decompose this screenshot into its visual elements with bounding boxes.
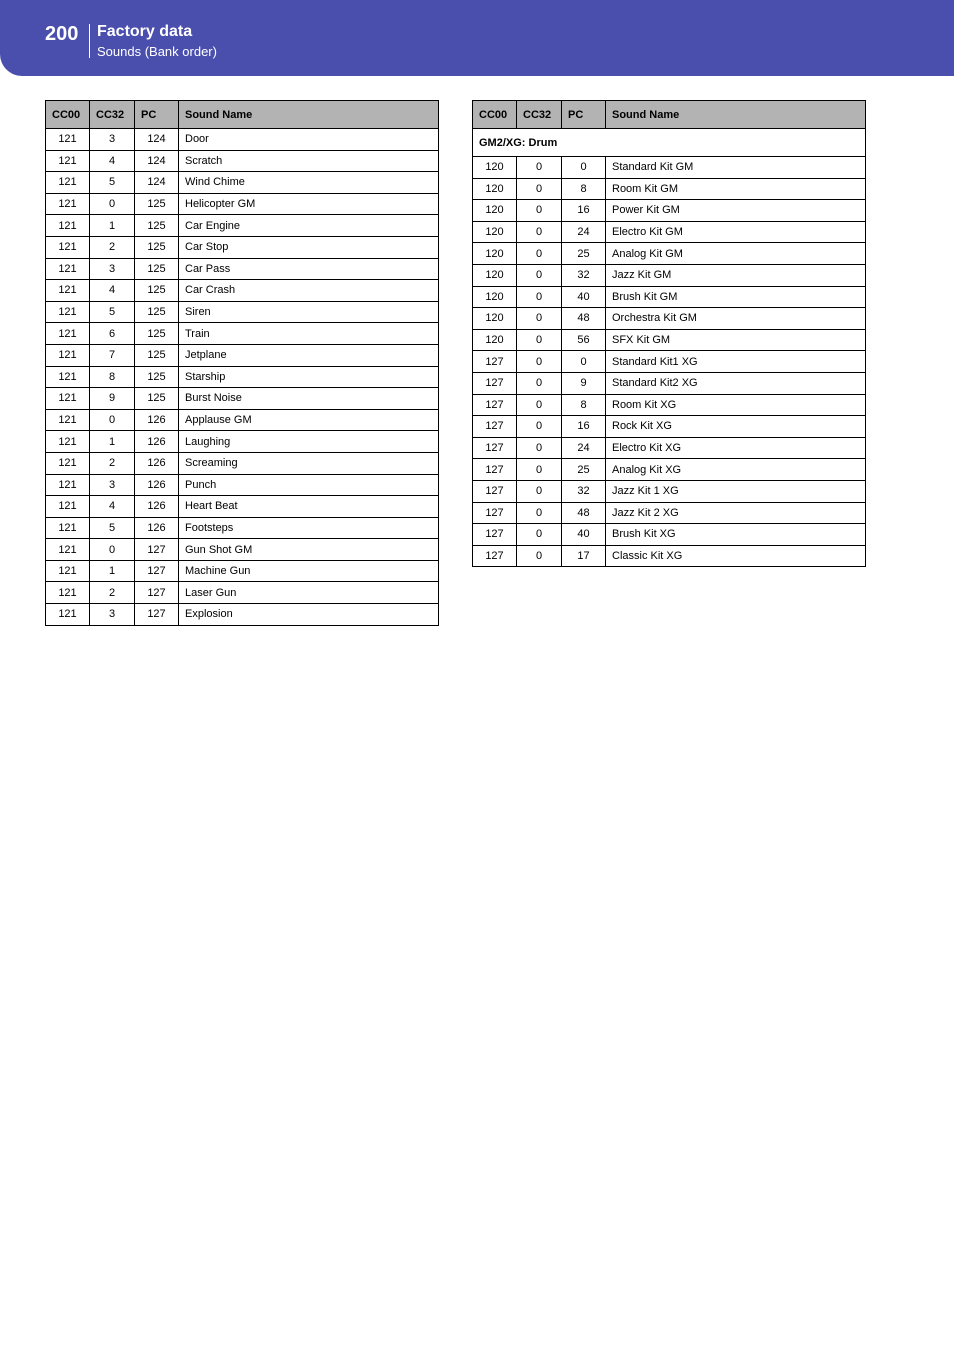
cc00-cell: 127 bbox=[473, 480, 517, 502]
table-row bbox=[46, 431, 439, 453]
cc00-cell: 121 bbox=[46, 496, 90, 518]
cc32-cell: 0 bbox=[517, 545, 562, 567]
column-header-sound-name: Sound Name bbox=[606, 101, 866, 129]
cc00-cell: 121 bbox=[46, 129, 90, 151]
pc-cell: 124 bbox=[135, 150, 179, 172]
sound-name-cell: Room Kit XG bbox=[606, 394, 866, 416]
table-row bbox=[473, 200, 866, 222]
column-header-cc00: CC00 bbox=[46, 101, 90, 129]
table-row bbox=[473, 264, 866, 286]
cc32-cell: 4 bbox=[90, 496, 135, 518]
table-row bbox=[46, 129, 439, 151]
table-row bbox=[473, 437, 866, 459]
pc-cell: 127 bbox=[135, 604, 179, 626]
pc-cell: 124 bbox=[135, 172, 179, 194]
cc32-cell: 0 bbox=[517, 459, 562, 481]
pc-cell: 24 bbox=[562, 221, 606, 243]
pc-cell: 126 bbox=[135, 517, 179, 539]
cc32-cell: 1 bbox=[90, 431, 135, 453]
cc00-cell: 120 bbox=[473, 286, 517, 308]
table-row bbox=[46, 323, 439, 345]
cc32-cell: 0 bbox=[517, 243, 562, 265]
table-row bbox=[46, 215, 439, 237]
cc32-cell: 3 bbox=[90, 258, 135, 280]
cc00-cell: 121 bbox=[46, 193, 90, 215]
cc32-cell: 0 bbox=[517, 157, 562, 179]
table-row bbox=[46, 366, 439, 388]
sound-name-cell: Wind Chime bbox=[179, 172, 439, 194]
page-title: Factory data bbox=[97, 23, 193, 40]
sound-name-cell: Standard Kit1 XG bbox=[606, 351, 866, 373]
sound-name-cell: Classic Kit XG bbox=[606, 545, 866, 567]
cc00-cell: 121 bbox=[46, 431, 90, 453]
pc-cell: 16 bbox=[562, 416, 606, 438]
cc00-cell: 121 bbox=[46, 150, 90, 172]
sound-name-cell: Analog Kit XG bbox=[606, 459, 866, 481]
table-row bbox=[46, 280, 439, 302]
cc32-cell: 1 bbox=[90, 215, 135, 237]
sound-name-cell: Electro Kit GM bbox=[606, 221, 866, 243]
table-row bbox=[473, 351, 866, 373]
pc-cell: 125 bbox=[135, 193, 179, 215]
pc-cell: 48 bbox=[562, 502, 606, 524]
cc32-cell: 0 bbox=[517, 178, 562, 200]
table-row bbox=[46, 452, 439, 474]
cc00-cell: 121 bbox=[46, 474, 90, 496]
pc-cell: 40 bbox=[562, 524, 606, 546]
pc-cell: 125 bbox=[135, 323, 179, 345]
column-header-cc32: CC32 bbox=[517, 101, 562, 129]
cc00-cell: 120 bbox=[473, 308, 517, 330]
sound-table-right bbox=[472, 100, 866, 567]
table-row bbox=[46, 539, 439, 561]
group-label: GM2/XG: Drum bbox=[473, 129, 866, 157]
pc-cell: 40 bbox=[562, 286, 606, 308]
table-row bbox=[473, 545, 866, 567]
pc-cell: 32 bbox=[562, 264, 606, 286]
sound-name-cell: Laughing bbox=[179, 431, 439, 453]
cc32-cell: 0 bbox=[90, 539, 135, 561]
cc32-cell: 0 bbox=[517, 286, 562, 308]
column-header-cc32: CC32 bbox=[90, 101, 135, 129]
pc-cell: 127 bbox=[135, 582, 179, 604]
sound-name-cell: Applause GM bbox=[179, 409, 439, 431]
column-header-pc: PC bbox=[562, 101, 606, 129]
table-row bbox=[46, 409, 439, 431]
sound-name-cell: Standard Kit2 XG bbox=[606, 372, 866, 394]
cc00-cell: 120 bbox=[473, 157, 517, 179]
sound-name-cell: Jazz Kit 1 XG bbox=[606, 480, 866, 502]
pc-cell: 127 bbox=[135, 560, 179, 582]
cc32-cell: 1 bbox=[90, 560, 135, 582]
pc-cell: 8 bbox=[562, 178, 606, 200]
cc32-cell: 0 bbox=[90, 193, 135, 215]
pc-cell: 32 bbox=[562, 480, 606, 502]
cc00-cell: 127 bbox=[473, 459, 517, 481]
sound-name-cell: Starship bbox=[179, 366, 439, 388]
sound-name-cell: Gun Shot GM bbox=[179, 539, 439, 561]
table-row bbox=[46, 388, 439, 410]
pc-cell: 0 bbox=[562, 351, 606, 373]
table-row bbox=[46, 193, 439, 215]
table-row bbox=[473, 157, 866, 179]
table-row bbox=[473, 480, 866, 502]
sound-name-cell: Standard Kit GM bbox=[606, 157, 866, 179]
table-row bbox=[473, 329, 866, 351]
cc32-cell: 0 bbox=[517, 502, 562, 524]
cc00-cell: 121 bbox=[46, 344, 90, 366]
group-row bbox=[473, 129, 866, 157]
cc00-cell: 127 bbox=[473, 372, 517, 394]
sound-name-cell: Machine Gun bbox=[179, 560, 439, 582]
cc00-cell: 127 bbox=[473, 524, 517, 546]
table-row bbox=[473, 524, 866, 546]
pc-cell: 125 bbox=[135, 280, 179, 302]
sound-name-cell: Footsteps bbox=[179, 517, 439, 539]
cc32-cell: 2 bbox=[90, 452, 135, 474]
sound-name-cell: Room Kit GM bbox=[606, 178, 866, 200]
table-header-row bbox=[473, 101, 866, 129]
pc-cell: 126 bbox=[135, 474, 179, 496]
table-row bbox=[46, 604, 439, 626]
table-row bbox=[473, 502, 866, 524]
column-header-pc: PC bbox=[135, 101, 179, 129]
table-row bbox=[473, 221, 866, 243]
cc32-cell: 0 bbox=[90, 409, 135, 431]
pc-cell: 125 bbox=[135, 215, 179, 237]
table-row bbox=[46, 150, 439, 172]
cc32-cell: 0 bbox=[517, 264, 562, 286]
pc-cell: 17 bbox=[562, 545, 606, 567]
cc32-cell: 5 bbox=[90, 301, 135, 323]
cc32-cell: 2 bbox=[90, 582, 135, 604]
cc32-cell: 0 bbox=[517, 416, 562, 438]
cc32-cell: 3 bbox=[90, 604, 135, 626]
pc-cell: 48 bbox=[562, 308, 606, 330]
sound-name-cell: Analog Kit GM bbox=[606, 243, 866, 265]
table-row bbox=[46, 172, 439, 194]
pc-cell: 126 bbox=[135, 409, 179, 431]
cc32-cell: 0 bbox=[517, 200, 562, 222]
sound-name-cell: Electro Kit XG bbox=[606, 437, 866, 459]
cc32-cell: 0 bbox=[517, 437, 562, 459]
cc00-cell: 127 bbox=[473, 545, 517, 567]
table-row bbox=[46, 582, 439, 604]
page-subtitle: Sounds (Bank order) bbox=[97, 44, 217, 59]
sound-name-cell: Car Engine bbox=[179, 215, 439, 237]
cc00-cell: 121 bbox=[46, 172, 90, 194]
cc32-cell: 7 bbox=[90, 344, 135, 366]
pc-cell: 126 bbox=[135, 496, 179, 518]
pc-cell: 0 bbox=[562, 157, 606, 179]
cc00-cell: 120 bbox=[473, 243, 517, 265]
sound-name-cell: Explosion bbox=[179, 604, 439, 626]
pc-cell: 24 bbox=[562, 437, 606, 459]
sound-name-cell: Helicopter GM bbox=[179, 193, 439, 215]
table-row bbox=[473, 416, 866, 438]
sound-name-cell: Power Kit GM bbox=[606, 200, 866, 222]
cc00-cell: 121 bbox=[46, 409, 90, 431]
pc-cell: 125 bbox=[135, 236, 179, 258]
cc32-cell: 0 bbox=[517, 372, 562, 394]
cc00-cell: 127 bbox=[473, 416, 517, 438]
cc00-cell: 121 bbox=[46, 323, 90, 345]
table-row bbox=[46, 496, 439, 518]
sound-name-cell: Orchestra Kit GM bbox=[606, 308, 866, 330]
cc00-cell: 121 bbox=[46, 388, 90, 410]
table-row bbox=[473, 459, 866, 481]
table-row bbox=[473, 394, 866, 416]
pc-cell: 125 bbox=[135, 344, 179, 366]
sound-name-cell: Brush Kit XG bbox=[606, 524, 866, 546]
cc00-cell: 120 bbox=[473, 264, 517, 286]
cc32-cell: 0 bbox=[517, 308, 562, 330]
cc32-cell: 0 bbox=[517, 394, 562, 416]
cc00-cell: 121 bbox=[46, 560, 90, 582]
cc00-cell: 121 bbox=[46, 539, 90, 561]
cc32-cell: 2 bbox=[90, 236, 135, 258]
pc-cell: 25 bbox=[562, 459, 606, 481]
sound-name-cell: Burst Noise bbox=[179, 388, 439, 410]
table-row bbox=[46, 236, 439, 258]
cc32-cell: 0 bbox=[517, 329, 562, 351]
pc-cell: 56 bbox=[562, 329, 606, 351]
sound-name-cell: Punch bbox=[179, 474, 439, 496]
pc-cell: 124 bbox=[135, 129, 179, 151]
cc32-cell: 3 bbox=[90, 474, 135, 496]
table-row bbox=[473, 286, 866, 308]
pc-cell: 126 bbox=[135, 452, 179, 474]
sound-name-cell: Car Pass bbox=[179, 258, 439, 280]
cc32-cell: 0 bbox=[517, 351, 562, 373]
table-row bbox=[473, 178, 866, 200]
table-row bbox=[46, 560, 439, 582]
cc00-cell: 121 bbox=[46, 452, 90, 474]
sound-name-cell: Jazz Kit GM bbox=[606, 264, 866, 286]
cc00-cell: 121 bbox=[46, 258, 90, 280]
cc00-cell: 121 bbox=[46, 236, 90, 258]
pc-cell: 125 bbox=[135, 258, 179, 280]
sound-name-cell: Rock Kit XG bbox=[606, 416, 866, 438]
cc00-cell: 127 bbox=[473, 437, 517, 459]
table-row bbox=[46, 517, 439, 539]
table-header-row bbox=[46, 101, 439, 129]
cc32-cell: 6 bbox=[90, 323, 135, 345]
table-row bbox=[46, 344, 439, 366]
cc00-cell: 127 bbox=[473, 351, 517, 373]
cc00-cell: 127 bbox=[473, 394, 517, 416]
pc-cell: 126 bbox=[135, 431, 179, 453]
sound-name-cell: Screaming bbox=[179, 452, 439, 474]
cc32-cell: 9 bbox=[90, 388, 135, 410]
sound-name-cell: Jazz Kit 2 XG bbox=[606, 502, 866, 524]
sound-table-left bbox=[45, 100, 439, 626]
table-row bbox=[473, 372, 866, 394]
cc00-cell: 120 bbox=[473, 200, 517, 222]
cc00-cell: 121 bbox=[46, 215, 90, 237]
page-number: 200 bbox=[45, 23, 79, 45]
cc00-cell: 121 bbox=[46, 280, 90, 302]
cc32-cell: 0 bbox=[517, 524, 562, 546]
sound-name-cell: Car Stop bbox=[179, 236, 439, 258]
pc-cell: 25 bbox=[562, 243, 606, 265]
pc-cell: 9 bbox=[562, 372, 606, 394]
sound-name-cell: Car Crash bbox=[179, 280, 439, 302]
pc-cell: 125 bbox=[135, 366, 179, 388]
table-row bbox=[46, 301, 439, 323]
cc32-cell: 5 bbox=[90, 517, 135, 539]
pc-cell: 125 bbox=[135, 301, 179, 323]
header-divider bbox=[89, 24, 90, 58]
cc32-cell: 0 bbox=[517, 480, 562, 502]
cc32-cell: 4 bbox=[90, 150, 135, 172]
cc32-cell: 5 bbox=[90, 172, 135, 194]
sound-name-cell: Scratch bbox=[179, 150, 439, 172]
cc00-cell: 120 bbox=[473, 178, 517, 200]
cc32-cell: 8 bbox=[90, 366, 135, 388]
table-row bbox=[46, 258, 439, 280]
pc-cell: 127 bbox=[135, 539, 179, 561]
cc32-cell: 4 bbox=[90, 280, 135, 302]
cc00-cell: 121 bbox=[46, 604, 90, 626]
cc32-cell: 0 bbox=[517, 221, 562, 243]
pc-cell: 8 bbox=[562, 394, 606, 416]
cc32-cell: 3 bbox=[90, 129, 135, 151]
cc00-cell: 121 bbox=[46, 366, 90, 388]
sound-name-cell: Brush Kit GM bbox=[606, 286, 866, 308]
sound-name-cell: Laser Gun bbox=[179, 582, 439, 604]
pc-cell: 16 bbox=[562, 200, 606, 222]
sound-name-cell: Siren bbox=[179, 301, 439, 323]
sound-name-cell: Jetplane bbox=[179, 344, 439, 366]
column-header-cc00: CC00 bbox=[473, 101, 517, 129]
page-header-banner bbox=[0, 0, 954, 76]
cc00-cell: 121 bbox=[46, 582, 90, 604]
cc00-cell: 120 bbox=[473, 329, 517, 351]
table-row bbox=[46, 474, 439, 496]
cc00-cell: 120 bbox=[473, 221, 517, 243]
sound-name-cell: Door bbox=[179, 129, 439, 151]
cc00-cell: 121 bbox=[46, 301, 90, 323]
cc00-cell: 121 bbox=[46, 517, 90, 539]
sound-name-cell: SFX Kit GM bbox=[606, 329, 866, 351]
sound-name-cell: Train bbox=[179, 323, 439, 345]
sound-name-cell: Heart Beat bbox=[179, 496, 439, 518]
cc00-cell: 127 bbox=[473, 502, 517, 524]
table-row bbox=[473, 308, 866, 330]
table-row bbox=[473, 243, 866, 265]
pc-cell: 125 bbox=[135, 388, 179, 410]
column-header-sound-name: Sound Name bbox=[179, 101, 439, 129]
